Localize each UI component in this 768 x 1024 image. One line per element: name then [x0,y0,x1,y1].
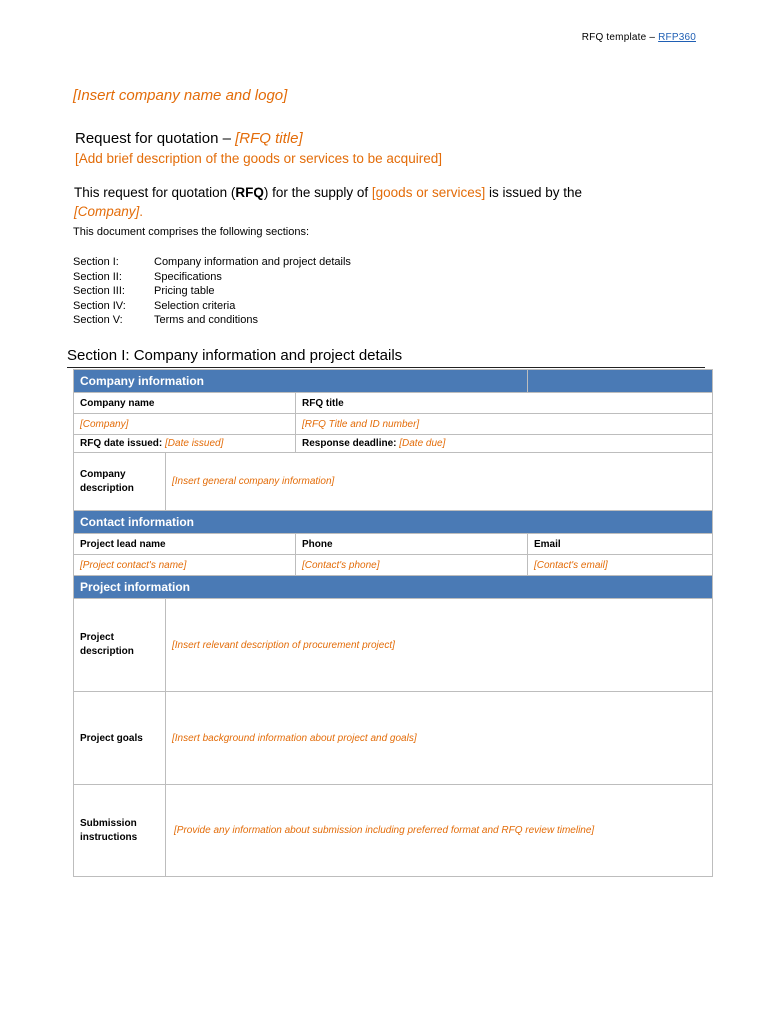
header-prefix: RFQ template – [581,32,659,43]
project-lead-field[interactable]: [Project contact's name] [74,555,296,576]
intro-text-2: ) for the supply of [263,185,372,200]
email-field[interactable]: [Contact's email] [528,555,713,576]
company-info-band-end [528,370,713,393]
deadline-cell[interactable] [296,435,713,453]
section-number: Section II: [73,270,122,283]
table-row [74,414,713,435]
comprises-text: This document comprises the following sections: [73,226,309,238]
intro-paragraph [74,183,634,221]
intro-goods-placeholder: [goods or services] [371,185,486,200]
section-name: Pricing table [154,285,215,298]
company-description-label: Company description [74,453,166,511]
project-goals-label: Project goals [74,692,166,785]
section-name: Company information and project details [154,256,351,268]
project-goals-field[interactable]: [Insert background information about project and goals] [166,692,713,785]
intro-company-placeholder: [Company] [74,204,140,219]
section-1-title [67,347,705,368]
rfq-form-table [73,369,713,877]
table-row [74,435,713,453]
section-number: Section IV: [73,299,126,312]
company-description-field[interactable]: [Insert general company information] [166,453,713,511]
table-row [74,555,713,576]
project-info-band [74,576,713,599]
section-list-item [73,299,351,314]
company-info-heading: Company information [74,370,528,393]
table-row [74,393,713,414]
company-field[interactable]: [Company] [74,414,296,435]
intro-text-4: . [139,204,144,219]
intro-text-3: is issued by the [485,185,583,200]
intro-rfq-abbr: RFQ [235,185,264,200]
phone-label: Phone [296,534,528,555]
email-label: Email [528,534,713,555]
section-number: Section I: [73,256,119,268]
section-name: Selection criteria [154,299,236,312]
project-info-heading: Project information [74,576,713,599]
rfp360-link[interactable]: RFP360 [658,32,696,43]
section-list-item [73,284,351,299]
rfq-description: [Add brief description of the goods or services to be acquired] [75,151,442,166]
rfq-title-field[interactable]: [RFQ Title and ID number] [296,414,713,435]
section-1-name: Company information and project details [133,347,403,364]
project-description-field[interactable]: [Insert relevant description of procurement project] [166,599,713,692]
project-description-label: Project description [74,599,166,692]
rfq-title-placeholder: [RFQ title] [235,130,303,147]
section-list-item [73,270,351,285]
contact-info-band [74,511,713,534]
rfq-heading-prefix: Request for quotation – [75,130,236,147]
project-lead-label: Project lead name [74,534,296,555]
submission-instructions-field[interactable]: [Provide any information about submission including preferred format and RFQ review timeline] [166,785,713,877]
contact-info-heading: Contact information [74,511,713,534]
page-header [582,32,696,43]
section-number: Section III: [73,285,125,298]
table-row [74,453,713,511]
phone-field[interactable]: [Contact's phone] [296,555,528,576]
section-list-item [73,313,351,328]
table-row [74,599,713,692]
section-name: Terms and conditions [154,314,258,327]
section-1-prefix: Section I: [67,347,134,364]
submission-instructions-label: Submission instructions [74,785,166,877]
section-list-item [73,255,351,270]
company-info-band [74,370,713,393]
deadline-field[interactable]: [Date due] [399,438,446,449]
company-name-label: Company name [74,393,296,414]
date-issued-cell[interactable] [74,435,296,453]
section-name: Specifications [154,270,222,283]
table-row [74,692,713,785]
date-issued-label: RFQ date issued: [80,438,166,449]
date-issued-field[interactable]: [Date issued] [165,438,224,449]
section-number: Section V: [73,314,123,327]
intro-text-1: This request for quotation ( [74,185,236,200]
deadline-label: Response deadline: [302,438,400,449]
rfq-heading [75,130,303,147]
table-row [74,785,713,877]
rfq-title-label: RFQ title [296,393,713,414]
table-row [74,534,713,555]
company-logo-placeholder: [Insert company name and logo] [73,87,288,104]
section-list [73,255,351,328]
